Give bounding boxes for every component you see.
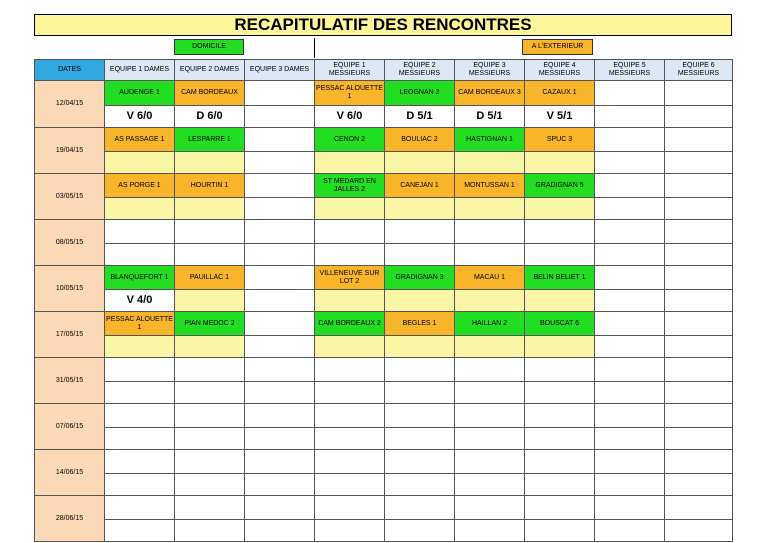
match-cell: CAZAUX 1 bbox=[525, 81, 595, 106]
match-cell bbox=[455, 450, 525, 474]
match-cell bbox=[595, 312, 665, 336]
match-cell: PESSAC ALOUETTE 1 bbox=[315, 81, 385, 106]
match-cell bbox=[665, 174, 733, 198]
score-cell bbox=[105, 520, 175, 542]
score-cell: V 4/0 bbox=[105, 290, 175, 312]
match-cell bbox=[105, 404, 175, 428]
match-cell: PAUILLAC 1 bbox=[175, 266, 245, 290]
date-cell: 14/06/15 bbox=[35, 450, 105, 496]
score-cell bbox=[665, 474, 733, 496]
match-cell bbox=[385, 220, 455, 244]
header-team: EQUIPE 3 MESSIEURS bbox=[455, 60, 525, 81]
score-cell bbox=[175, 382, 245, 404]
match-cell: BEGLES 1 bbox=[385, 312, 455, 336]
match-row bbox=[35, 358, 733, 382]
match-cell: AUDENGE 1 bbox=[105, 81, 175, 106]
score-cell bbox=[525, 428, 595, 450]
header-team: EQUIPE 1 MESSIEURS bbox=[315, 60, 385, 81]
score-cell bbox=[595, 106, 665, 128]
score-cell bbox=[525, 198, 595, 220]
date-cell: 12/04/15 bbox=[35, 81, 105, 128]
match-cell: BELIN BELIET 1 bbox=[525, 266, 595, 290]
match-cell bbox=[315, 496, 385, 520]
match-cell bbox=[525, 450, 595, 474]
score-cell bbox=[175, 428, 245, 450]
match-cell: BOUSCAT 6 bbox=[525, 312, 595, 336]
match-cell: MONTUSSAN 1 bbox=[455, 174, 525, 198]
date-cell: 07/06/15 bbox=[35, 404, 105, 450]
header-dates: DATES bbox=[35, 60, 105, 81]
match-cell bbox=[385, 496, 455, 520]
score-cell bbox=[105, 428, 175, 450]
score-cell: D 6/0 bbox=[175, 106, 245, 128]
score-cell bbox=[455, 290, 525, 312]
score-cell bbox=[385, 336, 455, 358]
match-cell bbox=[245, 312, 315, 336]
score-cell bbox=[525, 336, 595, 358]
date-cell: 10/05/15 bbox=[35, 266, 105, 312]
score-row bbox=[35, 474, 733, 496]
score-cell bbox=[245, 336, 315, 358]
score-cell bbox=[595, 520, 665, 542]
score-cell bbox=[455, 428, 525, 450]
match-cell bbox=[525, 404, 595, 428]
match-cell: HAILLAN 2 bbox=[455, 312, 525, 336]
match-row bbox=[35, 81, 733, 106]
score-cell: V 6/0 bbox=[105, 106, 175, 128]
score-cell bbox=[525, 152, 595, 174]
score-cell bbox=[455, 244, 525, 266]
match-cell bbox=[455, 496, 525, 520]
header-team: EQUIPE 2 DAMES bbox=[175, 60, 245, 81]
score-row bbox=[35, 152, 733, 174]
score-cell bbox=[665, 382, 733, 404]
match-cell bbox=[245, 358, 315, 382]
score-cell bbox=[385, 198, 455, 220]
score-cell bbox=[595, 474, 665, 496]
score-cell bbox=[455, 474, 525, 496]
score-cell bbox=[595, 336, 665, 358]
score-cell bbox=[595, 428, 665, 450]
score-row bbox=[35, 244, 733, 266]
score-cell bbox=[665, 152, 733, 174]
match-cell bbox=[315, 404, 385, 428]
match-cell bbox=[595, 174, 665, 198]
match-cell: CAM BORDEAUX 3 bbox=[455, 81, 525, 106]
match-cell bbox=[595, 358, 665, 382]
match-cell bbox=[665, 312, 733, 336]
score-cell bbox=[315, 152, 385, 174]
score-cell bbox=[455, 198, 525, 220]
match-cell bbox=[105, 496, 175, 520]
match-cell bbox=[175, 404, 245, 428]
date-cell: 03/05/15 bbox=[35, 174, 105, 220]
match-cell bbox=[595, 81, 665, 106]
score-cell bbox=[315, 244, 385, 266]
match-row bbox=[35, 174, 733, 198]
match-cell bbox=[245, 220, 315, 244]
score-cell bbox=[595, 152, 665, 174]
legend-away: A L'EXTERIEUR bbox=[522, 39, 593, 55]
score-cell bbox=[245, 520, 315, 542]
score-cell bbox=[385, 290, 455, 312]
match-cell bbox=[665, 266, 733, 290]
match-cell: VILLENEUVE SUR LOT 2 bbox=[315, 266, 385, 290]
header-team: EQUIPE 6 MESSIEURS bbox=[665, 60, 733, 81]
match-cell bbox=[665, 81, 733, 106]
score-cell bbox=[385, 428, 455, 450]
match-cell bbox=[105, 450, 175, 474]
score-cell bbox=[245, 152, 315, 174]
legend-divider bbox=[314, 38, 315, 58]
score-cell bbox=[385, 474, 455, 496]
match-cell: SPUC 3 bbox=[525, 128, 595, 152]
score-cell bbox=[385, 244, 455, 266]
score-cell bbox=[665, 428, 733, 450]
match-cell bbox=[245, 128, 315, 152]
match-row bbox=[35, 220, 733, 244]
score-cell bbox=[385, 520, 455, 542]
score-cell bbox=[315, 428, 385, 450]
match-cell bbox=[595, 404, 665, 428]
match-cell bbox=[245, 496, 315, 520]
match-cell bbox=[315, 450, 385, 474]
score-cell bbox=[595, 290, 665, 312]
score-cell bbox=[665, 520, 733, 542]
match-cell bbox=[665, 496, 733, 520]
match-row bbox=[35, 496, 733, 520]
match-cell bbox=[455, 358, 525, 382]
score-cell bbox=[595, 382, 665, 404]
score-row bbox=[35, 336, 733, 358]
score-cell bbox=[105, 336, 175, 358]
score-cell bbox=[665, 244, 733, 266]
score-cell bbox=[245, 198, 315, 220]
score-cell bbox=[665, 336, 733, 358]
score-cell bbox=[245, 290, 315, 312]
score-row bbox=[35, 428, 733, 450]
score-cell bbox=[175, 520, 245, 542]
match-cell bbox=[105, 220, 175, 244]
date-cell: 17/05/15 bbox=[35, 312, 105, 358]
match-cell: BLANQUEFORT 1 bbox=[105, 266, 175, 290]
match-cell bbox=[665, 404, 733, 428]
score-cell bbox=[665, 290, 733, 312]
score-cell bbox=[105, 152, 175, 174]
match-cell bbox=[385, 450, 455, 474]
match-row bbox=[35, 266, 733, 290]
header-team: EQUIPE 5 MESSIEURS bbox=[595, 60, 665, 81]
match-cell: PIAN MEDOC 2 bbox=[175, 312, 245, 336]
score-cell bbox=[525, 382, 595, 404]
match-cell: LEOGNAN 2 bbox=[385, 81, 455, 106]
date-cell: 08/05/15 bbox=[35, 220, 105, 266]
page-title: RECAPITULATIF DES RENCONTRES bbox=[34, 14, 732, 36]
score-cell bbox=[245, 244, 315, 266]
match-cell bbox=[315, 358, 385, 382]
match-cell: MACAU 1 bbox=[455, 266, 525, 290]
match-cell bbox=[665, 128, 733, 152]
match-cell: CENON 2 bbox=[315, 128, 385, 152]
score-cell bbox=[525, 290, 595, 312]
match-cell: CAM BORDEAUX bbox=[175, 81, 245, 106]
score-cell bbox=[245, 428, 315, 450]
match-cell bbox=[525, 358, 595, 382]
score-cell: D 5/1 bbox=[385, 106, 455, 128]
match-cell: GRADIGNAN 5 bbox=[525, 174, 595, 198]
match-cell bbox=[175, 450, 245, 474]
score-cell bbox=[455, 382, 525, 404]
date-cell: 28/06/15 bbox=[35, 496, 105, 542]
match-cell bbox=[385, 358, 455, 382]
score-cell bbox=[315, 198, 385, 220]
score-cell bbox=[245, 474, 315, 496]
match-cell: ST MEDARD EN JALLES 2 bbox=[315, 174, 385, 198]
score-cell bbox=[315, 474, 385, 496]
score-cell bbox=[105, 474, 175, 496]
match-cell bbox=[595, 496, 665, 520]
match-cell bbox=[385, 404, 455, 428]
score-cell bbox=[105, 198, 175, 220]
match-cell bbox=[595, 128, 665, 152]
match-row bbox=[35, 450, 733, 474]
score-cell bbox=[175, 244, 245, 266]
score-cell bbox=[175, 290, 245, 312]
match-cell bbox=[525, 220, 595, 244]
score-cell: V 6/0 bbox=[315, 106, 385, 128]
match-cell bbox=[315, 220, 385, 244]
match-row bbox=[35, 404, 733, 428]
score-cell: V 5/1 bbox=[525, 106, 595, 128]
match-cell: GRADIGNAN 3 bbox=[385, 266, 455, 290]
match-cell bbox=[105, 358, 175, 382]
match-cell: PESSAC ALOUETTE 1 bbox=[105, 312, 175, 336]
match-row bbox=[35, 128, 733, 152]
score-cell bbox=[105, 382, 175, 404]
score-cell bbox=[525, 474, 595, 496]
score-cell bbox=[315, 290, 385, 312]
score-cell bbox=[385, 152, 455, 174]
score-cell bbox=[175, 336, 245, 358]
match-cell bbox=[455, 404, 525, 428]
match-cell bbox=[245, 404, 315, 428]
legend-home: DOMICILE bbox=[174, 39, 244, 55]
header-team: EQUIPE 2 MESSIEURS bbox=[385, 60, 455, 81]
header-team: EQUIPE 4 MESSIEURS bbox=[525, 60, 595, 81]
score-cell bbox=[595, 198, 665, 220]
match-cell bbox=[455, 220, 525, 244]
score-row bbox=[35, 382, 733, 404]
match-cell bbox=[245, 81, 315, 106]
match-cell bbox=[175, 496, 245, 520]
score-cell bbox=[525, 520, 595, 542]
match-cell bbox=[175, 358, 245, 382]
score-row bbox=[35, 198, 733, 220]
score-cell bbox=[315, 520, 385, 542]
match-cell bbox=[665, 450, 733, 474]
match-cell: HOURTIN 1 bbox=[175, 174, 245, 198]
header-team: EQUIPE 3 DAMES bbox=[245, 60, 315, 81]
match-cell: HASTIGNAN 1 bbox=[455, 128, 525, 152]
match-row bbox=[35, 312, 733, 336]
match-cell bbox=[245, 174, 315, 198]
match-cell bbox=[595, 220, 665, 244]
score-cell bbox=[175, 198, 245, 220]
match-cell bbox=[665, 220, 733, 244]
score-cell bbox=[315, 336, 385, 358]
header-row bbox=[35, 60, 733, 81]
score-cell bbox=[525, 244, 595, 266]
match-cell bbox=[595, 266, 665, 290]
match-cell bbox=[175, 220, 245, 244]
schedule-table bbox=[34, 59, 733, 542]
score-row bbox=[35, 106, 733, 128]
match-cell bbox=[665, 358, 733, 382]
score-cell: D 5/1 bbox=[455, 106, 525, 128]
score-row bbox=[35, 520, 733, 542]
match-cell bbox=[245, 266, 315, 290]
header-team: EQUIPE 1 DAMES bbox=[105, 60, 175, 81]
score-cell bbox=[455, 152, 525, 174]
match-cell: CAM BORDEAUX 2 bbox=[315, 312, 385, 336]
match-cell: AS PASSAGE 1 bbox=[105, 128, 175, 152]
match-cell bbox=[525, 496, 595, 520]
match-cell: AS PORGE 1 bbox=[105, 174, 175, 198]
date-cell: 31/05/15 bbox=[35, 358, 105, 404]
match-cell bbox=[595, 450, 665, 474]
score-cell bbox=[245, 106, 315, 128]
score-cell bbox=[245, 382, 315, 404]
match-cell: LESPARRE 1 bbox=[175, 128, 245, 152]
score-cell bbox=[595, 244, 665, 266]
score-cell bbox=[665, 198, 733, 220]
score-row bbox=[35, 290, 733, 312]
match-cell: BOULIAC 2 bbox=[385, 128, 455, 152]
score-cell bbox=[455, 520, 525, 542]
score-cell bbox=[315, 382, 385, 404]
match-cell bbox=[245, 450, 315, 474]
score-cell bbox=[665, 106, 733, 128]
score-cell bbox=[175, 474, 245, 496]
score-cell bbox=[455, 336, 525, 358]
date-cell: 19/04/15 bbox=[35, 128, 105, 174]
score-cell bbox=[175, 152, 245, 174]
score-cell bbox=[105, 244, 175, 266]
score-cell bbox=[385, 382, 455, 404]
match-cell: CANEJAN 1 bbox=[385, 174, 455, 198]
